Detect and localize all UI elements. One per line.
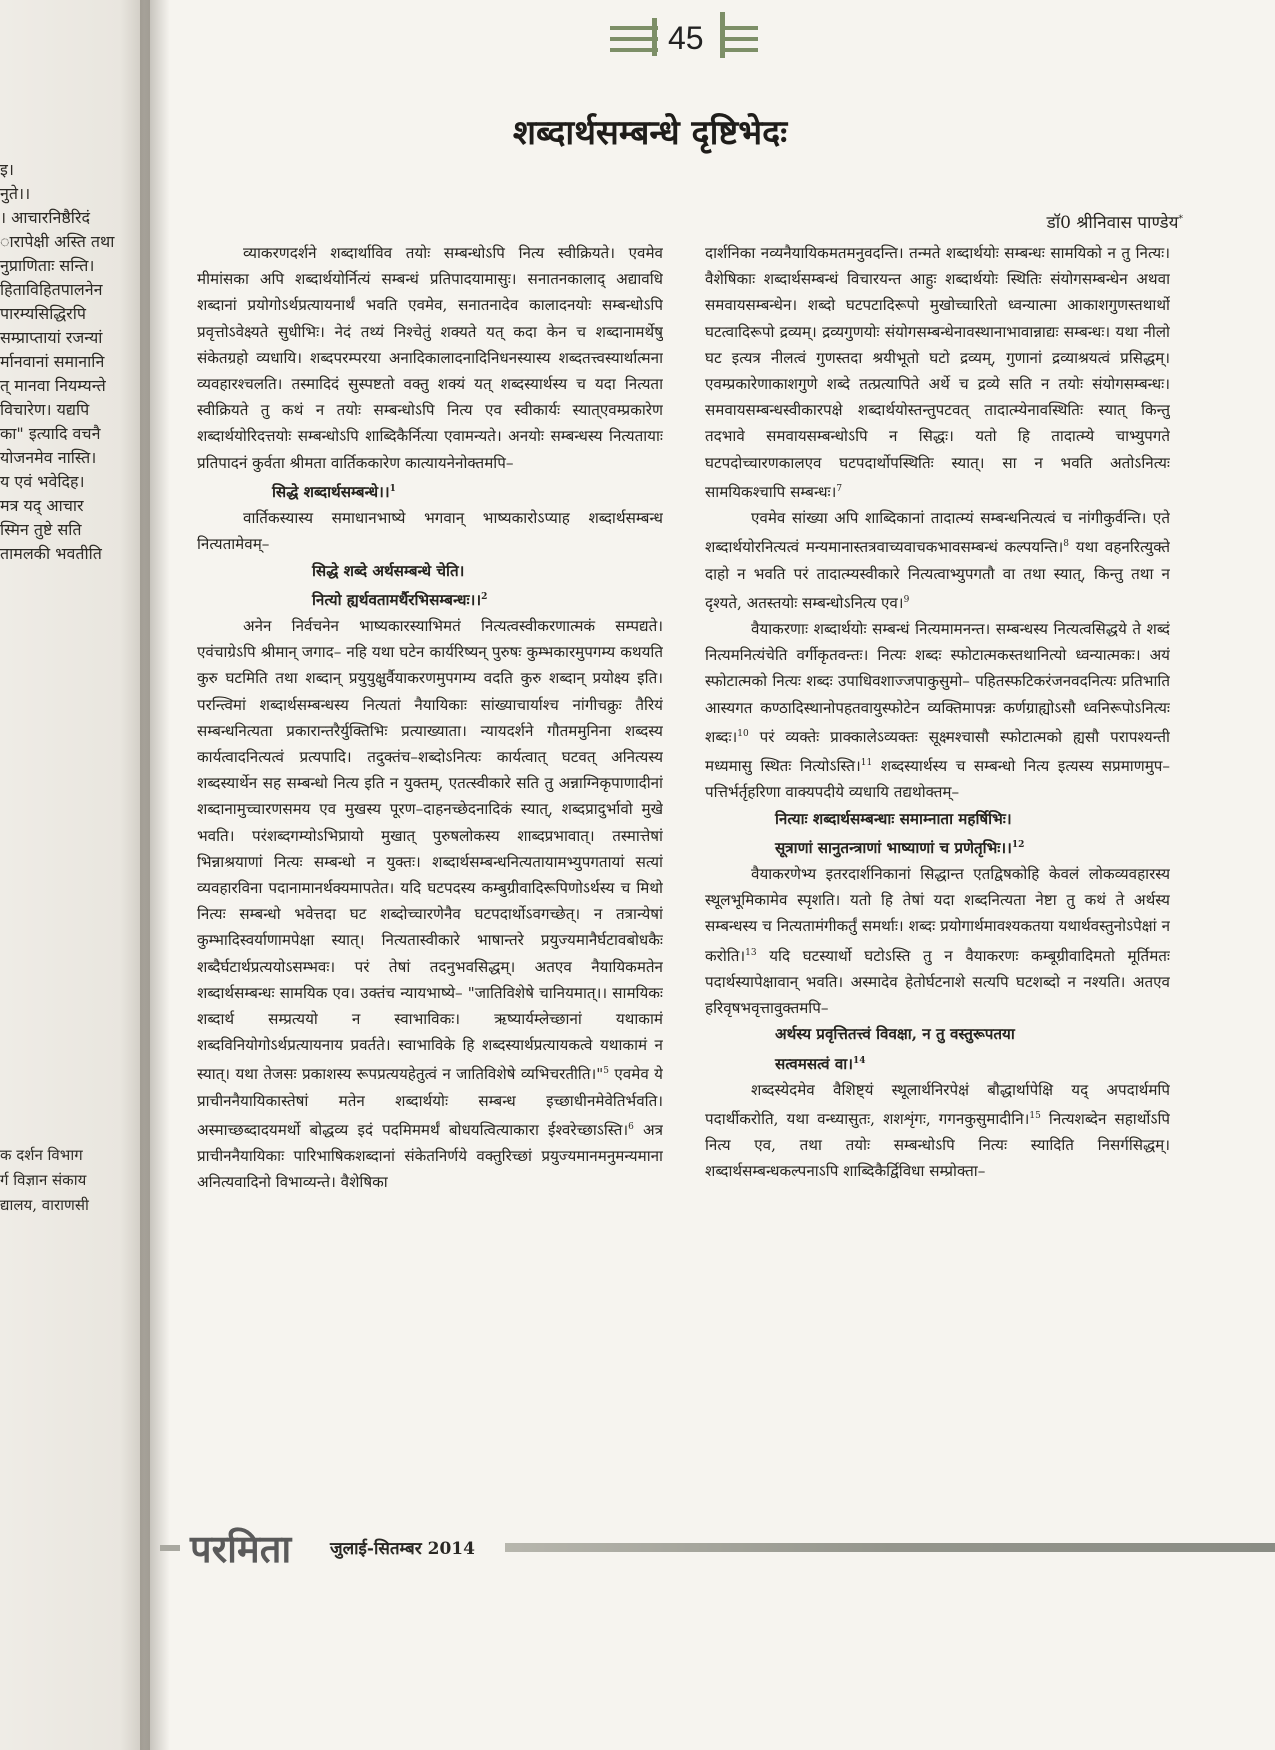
previous-page-line: विचारेण। यद्यपि: [0, 400, 90, 419]
previous-page-line: हिताविहितपालनेन: [0, 280, 103, 299]
verse-quote: अर्थस्य प्रवृत्तितत्त्वं विवक्षा, न तु वस्तुरूपतया: [775, 1025, 1015, 1044]
footnote-marker: 14: [852, 1055, 866, 1066]
verse-quote: सत्वमसत्वं वा।$^{14}$: [775, 1054, 866, 1073]
previous-page-line: नुप्राणिताः सन्ति।: [0, 256, 95, 275]
body-paragraph: व्याकरणदर्शने शब्दार्थाविव तयोः सम्बन्धोऽपि नित्य स्वीक्रियते। एवमेव मीमांसका अपि शब्दार्थयोर्नित्यं सम्बन्धं प्रतिपादयामासुः। सनातनकालाद् अद्यावधि शब्दानां प्रयोगोऽर्थप्रत्यायनार्थं भवति एवमेव, सनातनादेव कालादनयोः सम्बन्धोऽपि प्रवृत्तोऽवेक्ष्यते सुधीभिः। नेदं तथ्यं निश्चेतुं शक्यते यत् कदा केन च शब्दानामर्थेषु संकेतग्रहो व्यधायि। शब्दपरम्परया अनादिकालादनादिनिधनस्यास्य शब्दतत्त्वस्यार्थात्मना व्यवहारश्चलति। तस्मादिदं सुस्पष्टतो वक्तु शक्यं यत् शब्दस्यार्थस्य च यदा नित्यता स्वीक्रियते तु कथं न तयोः सम्बन्धोऽपि नित्य एव स्वीकार्यः स्यात्एवम्प्रकारेण शब्दार्थयोरिदत्तयोः सम्बन्धोऽपि शाब्दिकैर्नित्या एवामन्यते। अनयोः सम्बन्धस्य नित्यतायाः प्रतिपादनं कुर्वता श्रीमता वार्तिककारेण कात्यायनेनोक्तमपि–: [197, 244, 663, 472]
body-paragraph: दार्शनिका नव्यनैयायिकमतमनुवदन्ति। तन्मते शब्दार्थयोः सम्बन्धः सामयिको न तु नित्यः। वैशेषिकाः शब्दार्थसम्बन्धं विचारयन्त आहुः शब्दार्थयोः स्थितिः संयोगसम्बन्धेन अथवा समवायसम्बन्धेन। शब्दो घटपटादिरूपो मुखोच्चारितो ध्वन्यात्मा आकाशगुणस्तथार्थो घटत्वादिरूपो द्रव्यम्। द्रव्यगुणयोः संयोगसम्बन्धेनावस्थानाभावान्नाद्यः सम्बन्धः। यथा नीलो घट इत्यत्र नीलत्वं गुणस्तदा श्रयीभूतो घटो द्रव्यम्, गुणानां द्रव्याश्रयत्वं प्रसिद्धम्। एवम्प्रकारेणाकाशगुणे शब्दे तत्प्रत्यापिते अर्थे च द्रव्ये सति न तयोः संयोगसम्बन्धः। समवायसम्बन्धस्वीकारपक्षे शब्दार्थयोस्तन्तुपटवत् तादात्म्येनावस्थितिः स्यात् किन्तु तदभावे समवायसम्बन्धोऽपि न सिद्धः। यतो हि तादात्म्ये चाभ्युपगते घटपदोच्चारणकालएव घटपदार्थोपस्थितिः स्यात्। सा न भवति अतोऽनित्यः सामयिकश्चापि सम्बन्धः।$^7$: [705, 244, 1170, 501]
body-paragraph: अनेन निर्वचनेन भाष्यकारस्याभिमतं नित्यत्वस्वीकरणात्मकं सम्पद्यते। एवंचाग्रेऽपि श्रीमान् जगाद– नहि यथा घटेन कार्यरिष्यन् पुरुषः कुम्भकारमुपगम्य कथयति कुरु घटमिति तथा शब्दान् प्रयुयुक्षुर्वैयाकरणमुपगम्य वदति कुरु शब्दान् प्रयोक्ष्य इति। परन्त्विमां शब्दार्थसम्बन्धस्य नित्यतां नैयायिकाः सांख्याचार्याश्च नांगीचक्रुः तैरियं सम्बन्धनित्यता प्रकारान्तरैर्युक्तिभिः प्रत्याख्याता। न्यायदर्शने गौतममुनिना शब्दस्य कार्यत्वादनित्यत्वं प्रत्यपादि। तदुक्तंच–शब्दोऽनित्यः कार्यत्वात् घटवत् अनित्यस्य शब्दस्यार्थेन सह सम्बन्धो नित्य इति न युक्तम्, एतत्स्वीकारे सति तु अन्नाग्निकृपाणादीनां शब्दानामुच्चारणसमय एव मुखस्य पूरण–दाहनच्छेदनादिकं स्यात्, शब्दप्रादुर्भावो मुखे भवति। परंशब्दगम्योऽभिप्रायो मुखात् पुरुषलोकस्य शाब्दप्रभावात्। तस्मात्तेषां भिन्नाश्रयाणां नित्यः सम्बन्धो न युक्तः। शब्दार्थसम्बन्धनित्यतायामभ्युपगतायां सत्यां व्यवहारविना पदानामानर्थक्यमापतेत। यदि घटपदस्य कम्बुग्रीवादिरूपिणोऽर्थस्य च मिथो नित्यः सम्बन्धो भवेत्तदा घट शब्दोच्चारणेनैव घटपदार्थोऽवगच्छेत्। न तत्रान्येषां कुम्भादिस्वर्याणामपेक्षा स्यात्। नित्यतास्वीकारे भाषान्तरे प्रयुज्यमानैर्घटावबोधकैः शब्दैर्घटार्थप्रत्ययोऽसम्भवः। परं तेषां तदनुभवसिद्धम्। अतएव नैयायिकमतेन शब्दार्थसम्बन्धः सामयिक एव। उक्तंच न्यायभाष्ये– "जातिविशेषे चानियमात्।। सामयिकः शब्दार्थ सम्प्रत्ययो न स्वाभाविकः। ऋष्यार्यम्लेच्छानां यथाकामं शब्दविनियोगोऽर्थप्रत्यायनाय प्रवर्तते। स्वाभाविके हि शब्दस्यार्थप्रत्यायकत्वे यथाकामं न स्यात्। यथा तेजसः प्रकाशस्य रूपप्रत्ययहेतुत्वं न जातिविशेषे व्यभिचरतीति।"$^5$ एवमेव ये प्राचीननैयायिकास्तेषां मतेन शब्दार्थयोः सम्बन्ध इच्छाधीनमेवेतिर्भवति। अस्माच्छब्दादयमर्थो बोद्धव्य इदं पदमिममर्थं बोधयत्वित्याकारा ईश्वरेच्छाऽस्ति।$^6$ अत्र प्राचीननैयायिकाः पारिभाषिकशब्दानां संकेतनिर्णये वक्तुरिच्छां प्रयुज्यमानमनुमन्यमाना अनित्यवादिनो विभाव्यन्ते। वैशेषिका: [197, 616, 663, 1192]
body-paragraph: वैयाकरणाः शब्दार्थयोः सम्बन्धं नित्यमामनन्त। सम्बन्धस्य नित्यत्वसिद्धये ते शब्दं नित्यमनित्यंचेति वर्गीकृतवन्तः। नित्यः शब्दः स्फोटात्मकस्तथानित्यो ध्वन्यात्मकः। अयं स्फोटात्मको नित्यः शब्दः उपाधिवशाज्जपाकुसुमो– पहितस्फटिकरंजनवदनित्यः प्रतिभाति आस्यगत कण्ठादिस्थानोपहतवायुस्फोटेन व्यक्तिमापन्नः कर्णग्राह्योऽसौ ध्वनिरूपोऽनित्यः शब्दः।$^{10}$ परं व्यक्तेः प्राक्कालेऽव्यक्तः सूक्ष्मश्चासौ स्फोटात्मको ह्यसौ परापश्यन्ती मध्यमासु स्थितः नित्योऽस्ति।$^{11}$ शब्दस्यार्थस्य च सम्बन्धो नित्य इत्यस्य सप्रमाणमुप– पत्तिर्भर्तृहरिणा वाक्यपदीये व्यधायि तद्यथोक्तम्–: [705, 620, 1170, 802]
footnote-marker: 6: [628, 1121, 634, 1132]
previous-page-line: । आचारनिष्ठैरिदं: [0, 208, 90, 227]
previous-page-caption-line: द्यालय, वाराणसी: [0, 1196, 89, 1214]
verse-quote: नित्यो ह्यर्थवतामर्थैरभिसम्बन्धः।।$^2$: [312, 590, 488, 609]
previous-page-line: र्मानवानां समानानि: [0, 352, 105, 371]
previous-page-line: तामलकी भवतीति: [0, 544, 102, 563]
footer-stripe: [505, 1543, 1275, 1552]
previous-page-line: य एवं भवेदिह।: [0, 472, 85, 491]
verse-quote: नित्याः शब्दार्थसम्बन्धाः समाम्नाता महर्षिभिः।: [775, 809, 1012, 828]
verse-quote: सिद्धे शब्दार्थसम्बन्धे।।$^1$: [272, 482, 396, 501]
previous-page-caption-line: र्ग विज्ञान संकाय: [0, 1171, 87, 1189]
previous-page-line: पारम्यसिद्धिरपि: [0, 304, 86, 323]
footnote-marker: 7: [836, 483, 843, 494]
article-title: शब्दार्थसम्बन्धे दृष्टिभेदः: [512, 113, 788, 153]
column-right: [705, 240, 1170, 1575]
previous-page-line: त् मानवा नियम्यन्ते: [0, 376, 106, 395]
previous-page-line: स्मिन तुष्टे सति: [0, 520, 82, 539]
footnote-marker: 8: [1063, 539, 1069, 550]
body-paragraph: वैयाकरणेभ्य इतरदार्शनिकानां सिद्धान्त एतद्विषकोहि केवलं लोकव्यवहारस्य स्थूलभूमिकामेव स्पृशति। यतो हि तेषां यदा शब्दनित्यता नेष्टा तु कथं ते अर्थस्य सम्बन्धस्य च नित्यतामंगीकर्तुं समर्थाः। शब्दः प्रयोगार्थमावश्यकतया यथार्थवस्तुनोऽपेक्षां न करोति।$^{13}$ यदि घटस्यार्थो घटोऽस्ति तु न वैयाकरणः कम्बूग्रीवादिमतो मूर्तिमतः पदार्थस्यापेक्षावान् भवति। अस्मादेव हेतोर्घटनाशे सत्यपि घटशब्दो न नश्यति। अतएव हरिवृषभवृत्तावुक्तमपि–: [705, 865, 1170, 1018]
verse-quote: सूत्राणां सानुतन्त्राणां भाष्याणां च प्रणेतृभिः।।$^{12}$: [775, 838, 1025, 857]
body-paragraph: शब्दस्येदमेव वैशिष्ट्यं स्थूलार्थनिरपेक्षं बौद्धार्थापेक्षि यद् अपदार्थमपि पदार्थीकरोति, यथा वन्ध्यासुतः, शशशृंगः, गगनकुसुमादीनि।$^{15}$ नित्यशब्देन सहार्थोऽपि नित्य एव, तथा तयोः सम्बन्धोऽपि नित्यः स्यादिति निसर्गसिद्धम्। शब्दार्थसम्बन्धकल्पनाऽपि शाब्दिकैर्द्विविधा सम्प्रोक्ता–: [705, 1080, 1170, 1181]
footnote-marker: 10: [737, 728, 749, 739]
previous-page-caption-line: क दर्शन विभाग: [0, 1146, 83, 1164]
page-number: 45: [668, 20, 704, 56]
body-paragraph: एवमेव सांख्या अपि शाब्दिकानां तादात्म्यं सम्बन्धनित्यत्वं च नांगीकुर्वन्ति। एते शब्दार्थयोरनित्यत्वं मन्यमानास्तत्रवाच्यवाचकभावसम्बन्धं कल्पयन्ति।$^8$ यथा वहनरित्युक्ते दाहो न भवति परं तादात्म्यस्वीकारे नित्यत्वाभ्युपगतौ वा तथा स्यात्, किन्तु तथा न दृश्यते, अतस्तयोः सम्बन्धोऽनित्य एव।$^9$: [705, 509, 1170, 612]
journal-logo: परमिता: [190, 1527, 292, 1571]
previous-page-edge: [0, 0, 150, 1750]
issue-date: जुलाई-सितम्बर 2014: [330, 1539, 475, 1559]
previous-page-line: मत्र यद् आचार: [0, 496, 84, 515]
previous-page-line: नुते।।: [0, 184, 31, 203]
author-name: डॉ0 श्रीनिवास पाण्डेय*: [1046, 213, 1183, 233]
previous-page-line: ारापेक्षी अस्ति तथा: [0, 232, 115, 251]
footnote-marker: 2: [481, 591, 488, 602]
header-ornament-left: [610, 26, 660, 56]
footnote-marker: 15: [1029, 1111, 1041, 1121]
previous-page-line: का" इत्यादि वचनै: [0, 424, 101, 443]
footnote-marker: 13: [745, 947, 757, 958]
footnote-marker: 11: [860, 758, 873, 769]
binding-shadow: [140, 0, 170, 1750]
previous-page-line: योजनमेव नास्ति।: [0, 448, 97, 467]
footnote-marker: 1: [389, 483, 396, 494]
footnote-marker: 5: [603, 1066, 609, 1077]
footnote-marker: 12: [1011, 839, 1025, 850]
body-paragraph: वार्तिकस्यास्य समाधानभाष्ये भगवान् भाष्यकारोऽप्याह शब्दार्थसम्बन्ध नित्यतामेवम्–: [197, 509, 663, 554]
previous-page-line: सम्प्राप्तायां रजन्यां: [0, 328, 103, 347]
column-left: [197, 240, 663, 1575]
verse-quote: सिद्धे शब्दे अर्थसम्बन्धे चेति।: [312, 561, 465, 580]
previous-page-line: इ।: [0, 160, 14, 179]
footnote-marker: 9: [903, 594, 910, 605]
header-ornament-right: [716, 10, 766, 60]
footer-ornament: [160, 1545, 180, 1551]
